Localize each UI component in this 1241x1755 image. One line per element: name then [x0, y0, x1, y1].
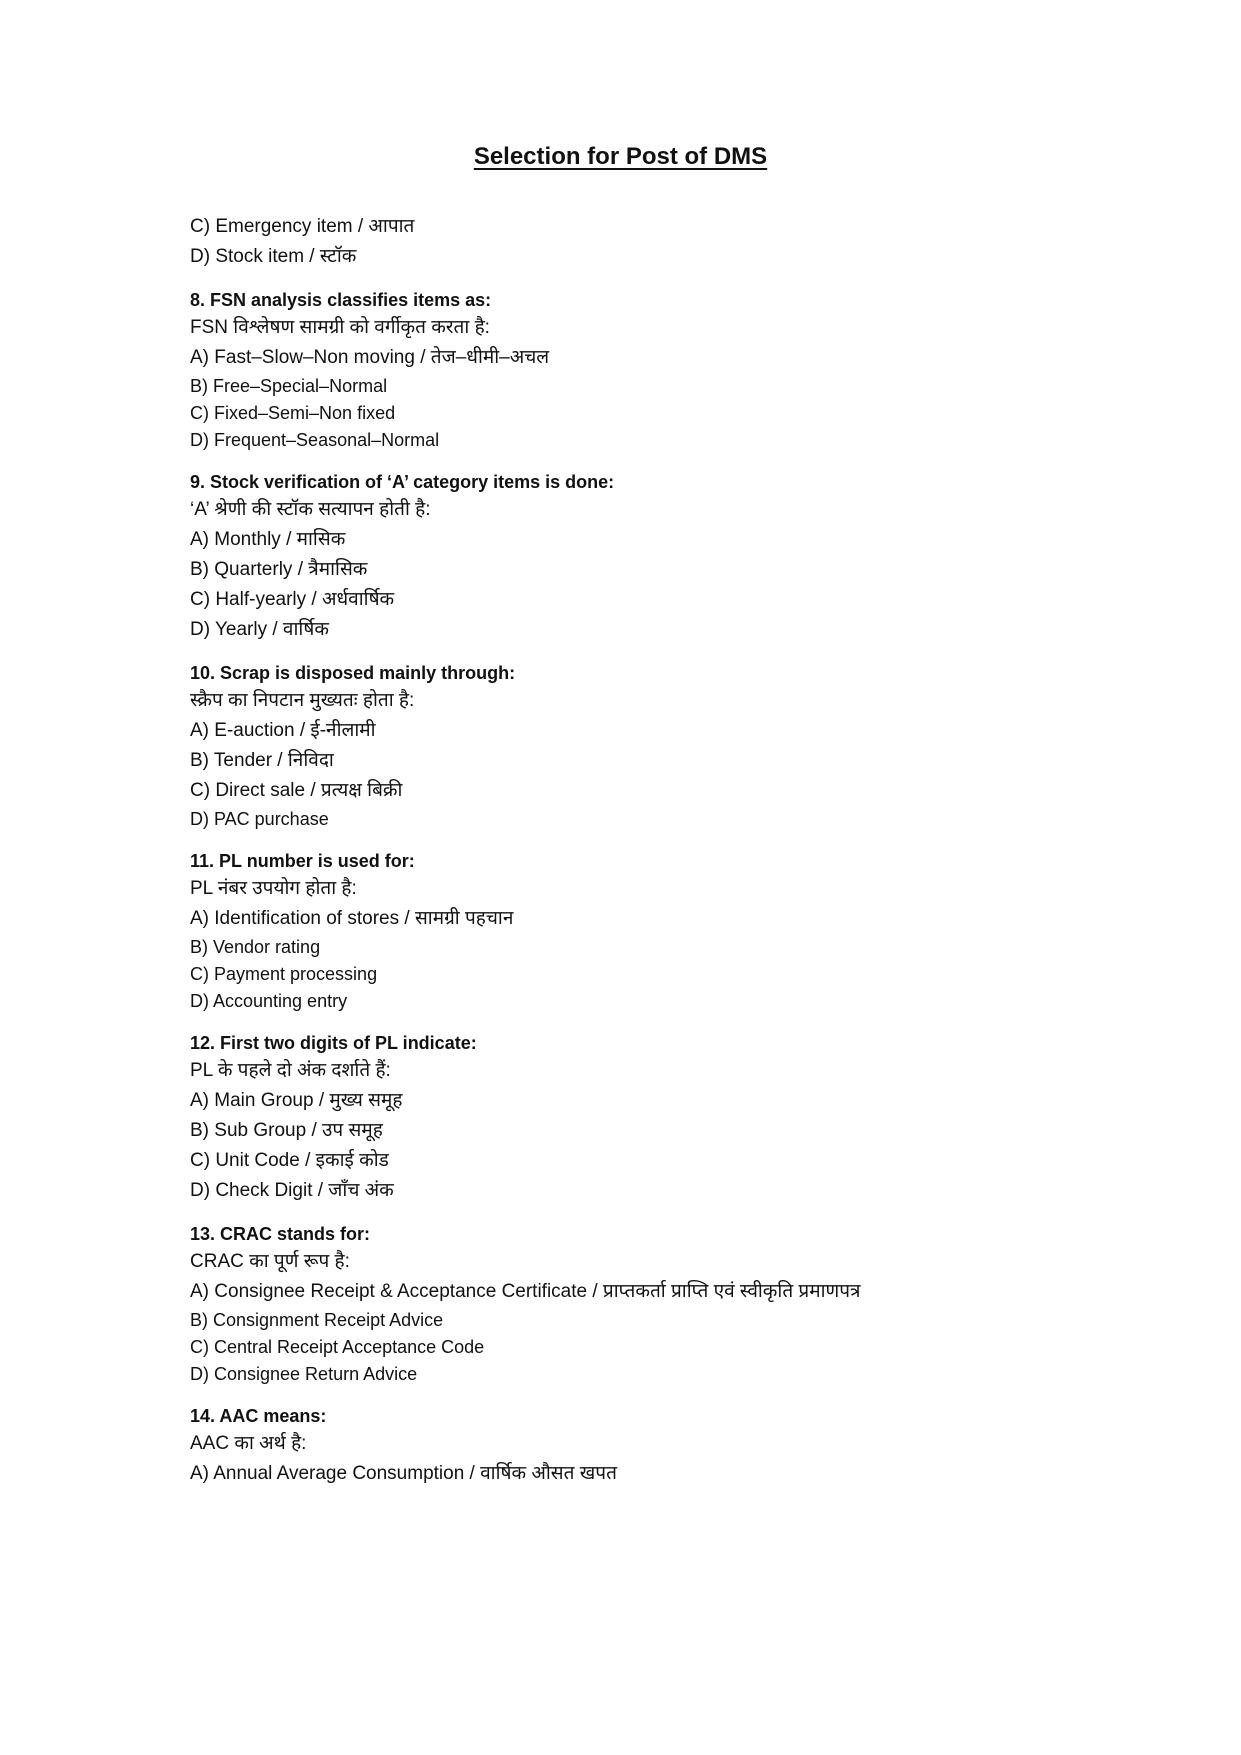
- option-c: C) Fixed–Semi–Non fixed: [190, 403, 396, 423]
- question-9: [190, 469, 1090, 645]
- option-a: A) Fast–Slow–Non moving / तेज–धीमी–अचल: [190, 347, 550, 368]
- option-c: C) Unit Code / इकाई कोड: [190, 1150, 389, 1171]
- question-hindi: AAC का अर्थ है:: [190, 1433, 307, 1454]
- option-c: C) Half-yearly / अर्धवार्षिक: [190, 589, 395, 610]
- option-b: B) Sub Group / उप समूह: [190, 1120, 383, 1141]
- question-title: 12. First two digits of PL indicate:: [190, 1033, 477, 1053]
- option-d: D) Consignee Return Advice: [190, 1364, 418, 1384]
- question-10: [190, 660, 1090, 833]
- question-12: [190, 1030, 1090, 1206]
- option-d: D) Frequent–Seasonal–Normal: [190, 430, 440, 450]
- question-13: [190, 1221, 1090, 1388]
- option-a: A) Main Group / मुख्य समूह: [190, 1090, 403, 1111]
- option-c: C) Emergency item / आपात: [190, 216, 415, 237]
- option-d: D) Accounting entry: [190, 991, 348, 1011]
- question-hindi: स्क्रैप का निपटान मुख्यतः होता है:: [190, 690, 415, 711]
- question-hindi: PL नंबर उपयोग होता है:: [190, 878, 357, 899]
- question-11: [190, 848, 1090, 1015]
- page-title: Selection for Post of DMS: [473, 143, 768, 170]
- option-a: A) E-auction / ई-नीलामी: [190, 720, 376, 741]
- option-b: B) Free–Special–Normal: [190, 376, 388, 396]
- option-d: D) PAC purchase: [190, 809, 329, 829]
- question-title: 9. Stock verification of ‘A’ category items is done:: [190, 472, 615, 492]
- question-hindi: PL के पहले दो अंक दर्शाते हैं:: [190, 1060, 391, 1081]
- option-a: A) Consignee Receipt & Acceptance Certificate / प्राप्तकर्ता प्राप्ति एवं स्वीकृति प्रमाणपत्र: [190, 1281, 861, 1302]
- option-c: C) Central Receipt Acceptance Code: [190, 1337, 485, 1357]
- question-14: [190, 1403, 1090, 1489]
- option-a: A) Monthly / मासिक: [190, 529, 346, 550]
- question-hindi: CRAC का पूर्ण रूप है:: [190, 1251, 350, 1272]
- option-b: B) Vendor rating: [190, 937, 321, 957]
- option-c: C) Payment processing: [190, 964, 378, 984]
- option-d: D) Check Digit / जाँच अंक: [190, 1180, 394, 1201]
- question-title: 13. CRAC stands for:: [190, 1224, 371, 1244]
- option-c: C) Direct sale / प्रत्यक्ष बिक्री: [190, 780, 403, 801]
- question-title: 14. AAC means:: [190, 1406, 327, 1426]
- question-list: [190, 212, 1090, 1489]
- question-title: 10. Scrap is disposed mainly through:: [190, 663, 516, 683]
- option-d: D) Stock item / स्टॉक: [190, 246, 357, 267]
- option-b: B) Tender / निविदा: [190, 750, 334, 771]
- option-b: B) Quarterly / त्रैमासिक: [190, 559, 368, 580]
- option-a: A) Identification of stores / सामग्री पहचान: [190, 908, 514, 929]
- option-b: B) Consignment Receipt Advice: [190, 1310, 444, 1330]
- question-hindi: FSN विश्लेषण सामग्री को वर्गीकृत करता है:: [190, 317, 490, 338]
- question-hindi: ‘A’ श्रेणी की स्टॉक सत्यापन होती है:: [190, 499, 431, 520]
- question-title: 8. FSN analysis classifies items as:: [190, 290, 492, 310]
- question-8: [190, 287, 1090, 454]
- option-a: A) Annual Average Consumption / वार्षिक औसत खपत: [190, 1463, 617, 1484]
- question-title: 11. PL number is used for:: [190, 851, 415, 871]
- option-d: D) Yearly / वार्षिक: [190, 619, 329, 640]
